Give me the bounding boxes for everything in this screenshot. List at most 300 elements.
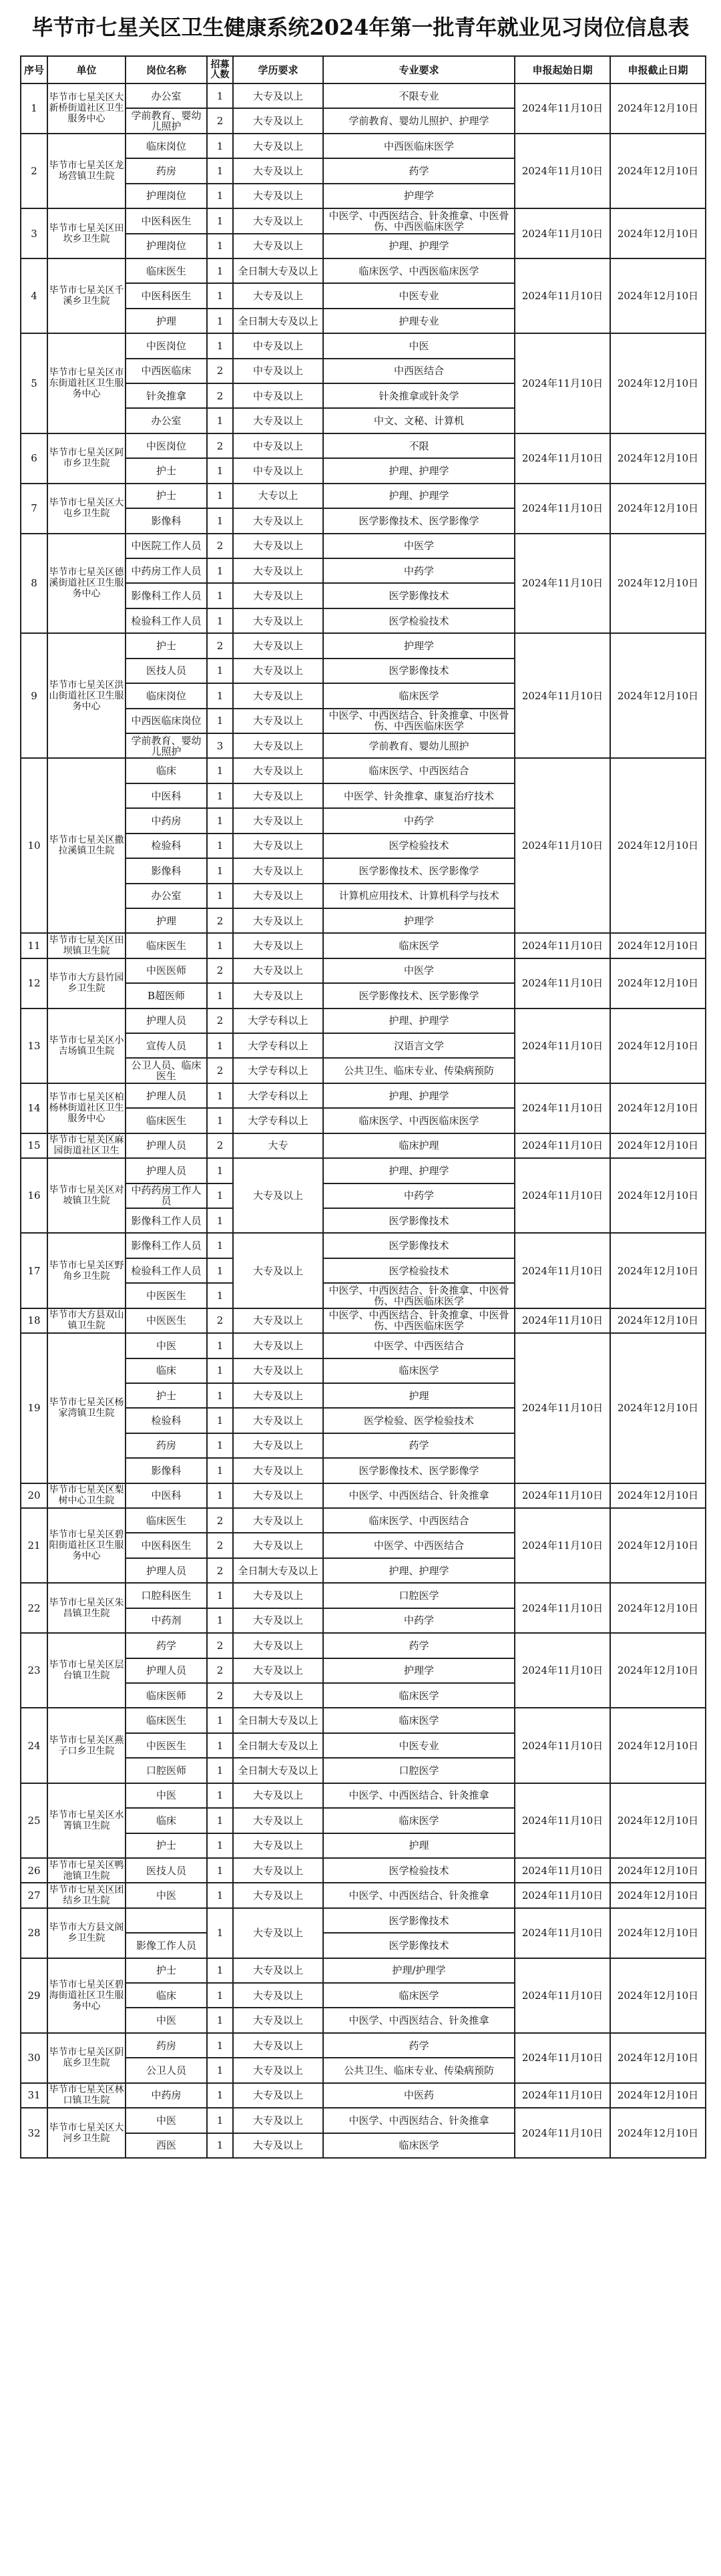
row-number: 12 xyxy=(21,958,47,1008)
end-date: 2024年12月10日 xyxy=(610,2033,706,2083)
header-cell: 招募人数 xyxy=(207,56,233,83)
recruit-count: 1 xyxy=(207,184,233,208)
recruit-count: 1 xyxy=(207,1258,233,1283)
position-name xyxy=(126,1908,207,1933)
major-requirement: 药学 xyxy=(323,158,515,183)
education-requirement: 大专及以上 xyxy=(233,1308,323,1333)
positions-table-wrapper xyxy=(20,55,706,2159)
education-requirement: 大专及以上 xyxy=(233,1658,323,1683)
row-number: 8 xyxy=(21,534,47,634)
major-requirement: 公共卫生、临床专业、传染病预防 xyxy=(323,1058,515,1083)
position-name: 药房 xyxy=(126,1433,207,1458)
recruit-count: 1 xyxy=(207,1983,233,2008)
position-name: 医技人员 xyxy=(126,659,207,683)
position-name: 检验科 xyxy=(126,1408,207,1433)
education-requirement: 大专及以上 xyxy=(233,1633,323,1658)
major-requirement: 中医专业 xyxy=(323,283,515,308)
education-requirement: 大专及以上 xyxy=(233,1358,323,1383)
start-date: 2024年11月10日 xyxy=(515,1708,610,1783)
education-requirement: 大专及以上 xyxy=(233,608,323,633)
start-date: 2024年11月10日 xyxy=(515,1858,610,1883)
header-cell: 申报起始日期 xyxy=(515,56,610,83)
education-requirement: 大专及以上 xyxy=(233,1908,323,1958)
education-requirement: 大专及以上 xyxy=(233,2083,323,2108)
recruit-count: 2 xyxy=(207,1683,233,1708)
position-name: 护士 xyxy=(126,633,207,658)
major-requirement: 护理、护理学 xyxy=(323,234,515,258)
position-name: 中医科医生 xyxy=(126,1533,207,1557)
position-name: 中医 xyxy=(126,2008,207,2032)
major-requirement: 口腔医学 xyxy=(323,1758,515,1783)
recruit-count: 1 xyxy=(207,2058,233,2082)
page-title: 毕节市七星关区卫生健康系统2024年第一批青年就业见习岗位信息表 xyxy=(31,15,690,40)
major-requirement: 中医学、中西医结合、针灸推拿 xyxy=(323,2108,515,2133)
position-name: 影像科工作人员 xyxy=(126,1233,207,1258)
recruit-count: 1 xyxy=(207,2133,233,2158)
row-number: 25 xyxy=(21,1783,47,1858)
major-requirement: 护理、护理学 xyxy=(323,1008,515,1033)
end-date: 2024年12月10日 xyxy=(610,2083,706,2108)
education-requirement: 中专及以上 xyxy=(233,359,323,383)
recruit-count: 1 xyxy=(207,1858,233,1883)
recruit-count: 2 xyxy=(207,1133,233,1158)
table-row xyxy=(21,1508,706,1533)
start-date: 2024年11月10日 xyxy=(515,333,610,433)
recruit-count: 1 xyxy=(207,1758,233,1783)
position-name: 影像科 xyxy=(126,1458,207,1483)
recruit-count: 1 xyxy=(207,1708,233,1732)
unit-name: 毕节市七星关区千溪乡卫生院 xyxy=(47,258,126,333)
end-date: 2024年12月10日 xyxy=(610,1858,706,1883)
end-date: 2024年12月10日 xyxy=(610,1508,706,1583)
recruit-count: 1 xyxy=(207,83,233,108)
table-row xyxy=(21,1783,706,1808)
position-name: 检验科 xyxy=(126,834,207,858)
education-requirement: 大专及以上 xyxy=(233,158,323,183)
unit-name: 毕节市七星关区田坎乡卫生院 xyxy=(47,208,126,258)
position-name: 护理人员 xyxy=(126,1158,207,1183)
major-requirement: 医学检验技术 xyxy=(323,1858,515,1883)
position-name: 护理人员 xyxy=(126,1658,207,1683)
recruit-count: 1 xyxy=(207,933,233,958)
recruit-count: 1 xyxy=(207,309,233,333)
table-row xyxy=(21,1708,706,1732)
recruit-count: 1 xyxy=(207,408,233,433)
position-name: 中医院工作人员 xyxy=(126,534,207,558)
position-name: 药房 xyxy=(126,2033,207,2058)
major-requirement: 医学影像技术 xyxy=(323,1233,515,1258)
end-date: 2024年12月10日 xyxy=(610,208,706,258)
start-date: 2024年11月10日 xyxy=(515,1633,610,1708)
position-name: 中医 xyxy=(126,2108,207,2133)
end-date: 2024年12月10日 xyxy=(610,1783,706,1858)
start-date: 2024年11月10日 xyxy=(515,958,610,1008)
major-requirement: 医学影像技术、医学影像学 xyxy=(323,1458,515,1483)
major-requirement: 中医药 xyxy=(323,2083,515,2108)
education-requirement: 大专及以上 xyxy=(233,758,323,783)
table-row xyxy=(21,633,706,658)
end-date: 2024年12月10日 xyxy=(610,1883,706,1907)
start-date: 2024年11月10日 xyxy=(515,758,610,933)
recruit-count: 1 xyxy=(207,884,233,908)
major-requirement: 中医学、中西医结合、针灸推拿 xyxy=(323,2008,515,2032)
recruit-count: 1 xyxy=(207,1083,233,1108)
header-cell: 单位 xyxy=(47,56,126,83)
major-requirement: 临床护理 xyxy=(323,1133,515,1158)
position-name: 影像科 xyxy=(126,508,207,533)
unit-name: 毕节市七星关区团结乡卫生院 xyxy=(47,1883,126,1907)
table-row xyxy=(21,1008,706,1033)
education-requirement: 大学专科以上 xyxy=(233,1058,323,1083)
start-date: 2024年11月10日 xyxy=(515,534,610,634)
end-date: 2024年12月10日 xyxy=(610,1483,706,1508)
education-requirement: 大专及以上 xyxy=(233,108,323,133)
education-requirement: 大专及以上 xyxy=(233,1233,323,1308)
major-requirement: 药学 xyxy=(323,1633,515,1658)
major-requirement: 护理、护理学 xyxy=(323,1083,515,1108)
education-requirement: 大专及以上 xyxy=(233,1583,323,1608)
start-date: 2024年11月10日 xyxy=(515,1783,610,1858)
major-requirement: 临床医学、中西医结合 xyxy=(323,758,515,783)
unit-name: 毕节市七星关区野角乡卫生院 xyxy=(47,1233,126,1308)
table-body xyxy=(21,83,706,2158)
position-name: 护理岗位 xyxy=(126,234,207,258)
unit-name: 毕节市七星关区林口镇卫生院 xyxy=(47,2083,126,2108)
education-requirement: 大专及以上 xyxy=(233,1158,323,1233)
position-name: 办公室 xyxy=(126,408,207,433)
row-number: 18 xyxy=(21,1308,47,1333)
recruit-count: 1 xyxy=(207,1158,233,1183)
unit-name: 毕节市大方县文阁乡卫生院 xyxy=(47,1908,126,1958)
recruit-count: 1 xyxy=(207,1383,233,1408)
major-requirement: 医学影像技术 xyxy=(323,1208,515,1233)
position-name: 中药剂 xyxy=(126,1608,207,1633)
start-date: 2024年11月10日 xyxy=(515,208,610,258)
position-name: 中医医生 xyxy=(126,1308,207,1333)
unit-name: 毕节市七星关区梨树中心卫生院 xyxy=(47,1483,126,1508)
education-requirement: 大专以上 xyxy=(233,484,323,508)
recruit-count: 1 xyxy=(207,1208,233,1233)
position-name: 中医科医生 xyxy=(126,208,207,233)
table-row xyxy=(21,1583,706,1608)
major-requirement: 中医学、针灸推拿、康复治疗技术 xyxy=(323,783,515,808)
start-date: 2024年11月10日 xyxy=(515,2033,610,2083)
education-requirement: 大专及以上 xyxy=(233,534,323,558)
position-name: 宣传人员 xyxy=(126,1033,207,1058)
major-requirement: 护理专业 xyxy=(323,309,515,333)
position-name: 药房 xyxy=(126,158,207,183)
positions-table xyxy=(20,55,706,2159)
major-requirement: 中医专业 xyxy=(323,1733,515,1758)
major-requirement: 中医学、中西医结合、针灸推拿、中医骨伤、中西医临床医学 xyxy=(323,208,515,233)
recruit-count: 1 xyxy=(207,808,233,833)
position-name: 中医岗位 xyxy=(126,333,207,358)
row-number: 10 xyxy=(21,758,47,933)
table-row xyxy=(21,433,706,458)
position-name: 临床 xyxy=(126,1983,207,2008)
table-row xyxy=(21,1133,706,1158)
major-requirement: 中西医临床医学 xyxy=(323,134,515,158)
table-row xyxy=(21,484,706,508)
recruit-count: 2 xyxy=(207,1633,233,1658)
recruit-count: 2 xyxy=(207,1658,233,1683)
major-requirement: 医学检验技术 xyxy=(323,834,515,858)
start-date: 2024年11月10日 xyxy=(515,1958,610,2033)
table-row xyxy=(21,2033,706,2058)
end-date: 2024年12月10日 xyxy=(610,1308,706,1333)
education-requirement: 大专及以上 xyxy=(233,1783,323,1808)
recruit-count: 2 xyxy=(207,1508,233,1533)
row-number: 26 xyxy=(21,1858,47,1883)
recruit-count: 1 xyxy=(207,983,233,1008)
recruit-count: 1 xyxy=(207,1833,233,1858)
major-requirement: 护理学 xyxy=(323,908,515,933)
recruit-count: 1 xyxy=(207,659,233,683)
education-requirement: 大专及以上 xyxy=(233,283,323,308)
row-number: 3 xyxy=(21,208,47,258)
education-requirement: 大专及以上 xyxy=(233,908,323,933)
unit-name: 毕节市大方县竹园乡卫生院 xyxy=(47,958,126,1008)
recruit-count: 2 xyxy=(207,1008,233,1033)
recruit-count: 1 xyxy=(207,1358,233,1383)
unit-name: 毕节市七星关区碧阳街道社区卫生服务中心 xyxy=(47,1508,126,1583)
major-requirement: 医学检验、医学检验技术 xyxy=(323,1408,515,1433)
position-name: 护士 xyxy=(126,458,207,483)
row-number: 4 xyxy=(21,258,47,333)
row-number: 32 xyxy=(21,2108,47,2158)
recruit-count: 1 xyxy=(207,558,233,583)
start-date: 2024年11月10日 xyxy=(515,2108,610,2158)
recruit-count: 1 xyxy=(207,758,233,783)
end-date: 2024年12月10日 xyxy=(610,258,706,333)
unit-name: 毕节市七星关区朱昌镇卫生院 xyxy=(47,1583,126,1633)
major-requirement: 临床医学、中西医临床医学 xyxy=(323,258,515,283)
education-requirement: 大专及以上 xyxy=(233,733,323,758)
position-name: 中医科 xyxy=(126,783,207,808)
recruit-count: 1 xyxy=(207,484,233,508)
education-requirement: 大专及以上 xyxy=(233,1433,323,1458)
table-row xyxy=(21,758,706,783)
recruit-count: 2 xyxy=(207,383,233,408)
unit-name: 毕节市七星关区龙场营镇卫生院 xyxy=(47,134,126,208)
end-date: 2024年12月10日 xyxy=(610,333,706,433)
education-requirement: 大专及以上 xyxy=(233,1958,323,1983)
unit-name: 毕节市七星关区洪山街道社区卫生服务中心 xyxy=(47,633,126,758)
major-requirement: 临床医学 xyxy=(323,1708,515,1732)
table-row xyxy=(21,1083,706,1108)
education-requirement: 大学专科以上 xyxy=(233,1033,323,1058)
table-row xyxy=(21,258,706,283)
unit-name: 毕节市七星关区德溪街道社区卫生服务中心 xyxy=(47,534,126,634)
row-number: 9 xyxy=(21,633,47,758)
position-name: 护理人员 xyxy=(126,1133,207,1158)
recruit-count: 2 xyxy=(207,1533,233,1557)
education-requirement: 大专及以上 xyxy=(233,1808,323,1833)
end-date: 2024年12月10日 xyxy=(610,758,706,933)
education-requirement: 大专及以上 xyxy=(233,2008,323,2032)
end-date: 2024年12月10日 xyxy=(610,534,706,634)
major-requirement: 医学检验技术 xyxy=(323,1258,515,1283)
education-requirement: 大专及以上 xyxy=(233,2108,323,2133)
recruit-count: 1 xyxy=(207,709,233,733)
education-requirement: 大专及以上 xyxy=(233,208,323,233)
recruit-count: 1 xyxy=(207,583,233,608)
table-row xyxy=(21,2108,706,2133)
major-requirement: 中医学、中西医结合 xyxy=(323,1533,515,1557)
position-name: 影像工作人员 xyxy=(126,1933,207,1958)
row-number: 16 xyxy=(21,1158,47,1233)
major-requirement: 护理、护理学 xyxy=(323,1558,515,1583)
major-requirement: 中医学、中西医结合、针灸推拿 xyxy=(323,1483,515,1508)
start-date: 2024年11月10日 xyxy=(515,633,610,758)
table-row xyxy=(21,933,706,958)
education-requirement: 大专及以上 xyxy=(233,1533,323,1557)
position-name: 护理 xyxy=(126,908,207,933)
recruit-count: 2 xyxy=(207,908,233,933)
end-date: 2024年12月10日 xyxy=(610,933,706,958)
recruit-count: 1 xyxy=(207,333,233,358)
position-name: 学前教育、婴幼儿照护 xyxy=(126,108,207,133)
major-requirement: 护理学 xyxy=(323,184,515,208)
recruit-count: 1 xyxy=(207,1583,233,1608)
education-requirement: 大专及以上 xyxy=(233,958,323,983)
start-date: 2024年11月10日 xyxy=(515,933,610,958)
recruit-count: 1 xyxy=(207,2033,233,2058)
education-requirement: 大专及以上 xyxy=(233,1458,323,1483)
position-name: B超医师 xyxy=(126,983,207,1008)
major-requirement: 中药学 xyxy=(323,1183,515,1208)
header-cell: 专业要求 xyxy=(323,56,515,83)
position-name: 中西医临床 xyxy=(126,359,207,383)
major-requirement: 医学影像技术 xyxy=(323,659,515,683)
education-requirement: 大专及以上 xyxy=(233,558,323,583)
end-date: 2024年12月10日 xyxy=(610,1958,706,2033)
major-requirement: 医学影像技术 xyxy=(323,583,515,608)
major-requirement: 中医学 xyxy=(323,958,515,983)
row-number: 27 xyxy=(21,1883,47,1907)
start-date: 2024年11月10日 xyxy=(515,1508,610,1583)
unit-name: 毕节市七星关区阿市乡卫生院 xyxy=(47,433,126,484)
major-requirement: 临床医学 xyxy=(323,1808,515,1833)
major-requirement: 中医学 xyxy=(323,534,515,558)
education-requirement: 大专 xyxy=(233,1133,323,1158)
unit-name: 毕节市七星关区水箐镇卫生院 xyxy=(47,1783,126,1858)
start-date: 2024年11月10日 xyxy=(515,1158,610,1233)
education-requirement: 大专及以上 xyxy=(233,884,323,908)
recruit-count: 1 xyxy=(207,1783,233,1808)
recruit-count: 2 xyxy=(207,633,233,658)
unit-name: 毕节市七星关区小吉场镇卫生院 xyxy=(47,1008,126,1083)
position-name: 护理人员 xyxy=(126,1558,207,1583)
start-date: 2024年11月10日 xyxy=(515,1008,610,1083)
position-name: 影像科工作人员 xyxy=(126,583,207,608)
row-number: 19 xyxy=(21,1333,47,1483)
start-date: 2024年11月10日 xyxy=(515,1908,610,1958)
table-row xyxy=(21,1233,706,1258)
unit-name: 毕节市七星关区对坡镇卫生院 xyxy=(47,1158,126,1233)
unit-name: 毕节市七星关区田坝镇卫生院 xyxy=(47,933,126,958)
education-requirement: 全日制大专及以上 xyxy=(233,1558,323,1583)
start-date: 2024年11月10日 xyxy=(515,1308,610,1333)
recruit-count: 1 xyxy=(207,2083,233,2108)
education-requirement: 全日制大专及以上 xyxy=(233,1708,323,1732)
position-name: 检验科工作人员 xyxy=(126,608,207,633)
education-requirement: 大专及以上 xyxy=(233,1858,323,1883)
major-requirement: 医学影像技术 xyxy=(323,1933,515,1958)
start-date: 2024年11月10日 xyxy=(515,1133,610,1158)
recruit-count: 1 xyxy=(207,134,233,158)
recruit-count: 2 xyxy=(207,958,233,983)
major-requirement: 中医学、中西医结合、针灸推拿 xyxy=(323,1783,515,1808)
major-requirement: 针灸推拿或针灸学 xyxy=(323,383,515,408)
recruit-count: 1 xyxy=(207,1433,233,1458)
header-cell: 学历要求 xyxy=(233,56,323,83)
end-date: 2024年12月10日 xyxy=(610,1633,706,1708)
position-name: 影像科 xyxy=(126,858,207,883)
position-name: 护理人员 xyxy=(126,1083,207,1108)
position-name: 中医医师 xyxy=(126,958,207,983)
start-date: 2024年11月10日 xyxy=(515,1083,610,1133)
major-requirement: 临床医学 xyxy=(323,933,515,958)
header-cell: 岗位名称 xyxy=(126,56,207,83)
major-requirement: 临床医学 xyxy=(323,1983,515,2008)
major-requirement: 医学影像技术、医学影像学 xyxy=(323,858,515,883)
education-requirement: 大专及以上 xyxy=(233,234,323,258)
end-date: 2024年12月10日 xyxy=(610,1708,706,1783)
major-requirement: 护理/护理学 xyxy=(323,1958,515,1983)
major-requirement: 不限 xyxy=(323,433,515,458)
position-name: 影像科工作人员 xyxy=(126,1208,207,1233)
education-requirement: 大学专科以上 xyxy=(233,1083,323,1108)
position-name: 临床医师 xyxy=(126,1683,207,1708)
position-name: 中医科医生 xyxy=(126,283,207,308)
major-requirement: 护理、护理学 xyxy=(323,458,515,483)
major-requirement: 护理 xyxy=(323,1833,515,1858)
major-requirement: 中医学、中西医结合 xyxy=(323,1333,515,1358)
start-date: 2024年11月10日 xyxy=(515,1333,610,1483)
position-name: 临床医生 xyxy=(126,1508,207,1533)
recruit-count: 2 xyxy=(207,433,233,458)
position-name: 药学 xyxy=(126,1633,207,1658)
row-number: 20 xyxy=(21,1483,47,1508)
recruit-count: 2 xyxy=(207,534,233,558)
major-requirement: 中西医结合 xyxy=(323,359,515,383)
table-row xyxy=(21,1333,706,1358)
recruit-count: 1 xyxy=(207,1033,233,1058)
unit-name: 毕节市七星关区阴底乡卫生院 xyxy=(47,2033,126,2083)
end-date: 2024年12月10日 xyxy=(610,433,706,484)
education-requirement: 大专及以上 xyxy=(233,1383,323,1408)
row-number: 15 xyxy=(21,1133,47,1158)
table-row xyxy=(21,1908,706,1933)
unit-name: 毕节市七星关区柏杨林街道社区卫生服务中心 xyxy=(47,1083,126,1133)
major-requirement: 汉语言文学 xyxy=(323,1033,515,1058)
position-name: 护士 xyxy=(126,1833,207,1858)
recruit-count: 1 xyxy=(207,258,233,283)
row-number: 22 xyxy=(21,1583,47,1633)
recruit-count: 2 xyxy=(207,108,233,133)
major-requirement: 临床医学 xyxy=(323,683,515,708)
position-name: 中药房 xyxy=(126,808,207,833)
position-name: 临床岗位 xyxy=(126,683,207,708)
major-requirement: 中医 xyxy=(323,333,515,358)
major-requirement: 计算机应用技术、计算机科学与技术 xyxy=(323,884,515,908)
header-cell: 申报截止日期 xyxy=(610,56,706,83)
recruit-count: 1 xyxy=(207,783,233,808)
major-requirement: 护理 xyxy=(323,1383,515,1408)
position-name: 检验科工作人员 xyxy=(126,1258,207,1283)
education-requirement: 大专及以上 xyxy=(233,783,323,808)
